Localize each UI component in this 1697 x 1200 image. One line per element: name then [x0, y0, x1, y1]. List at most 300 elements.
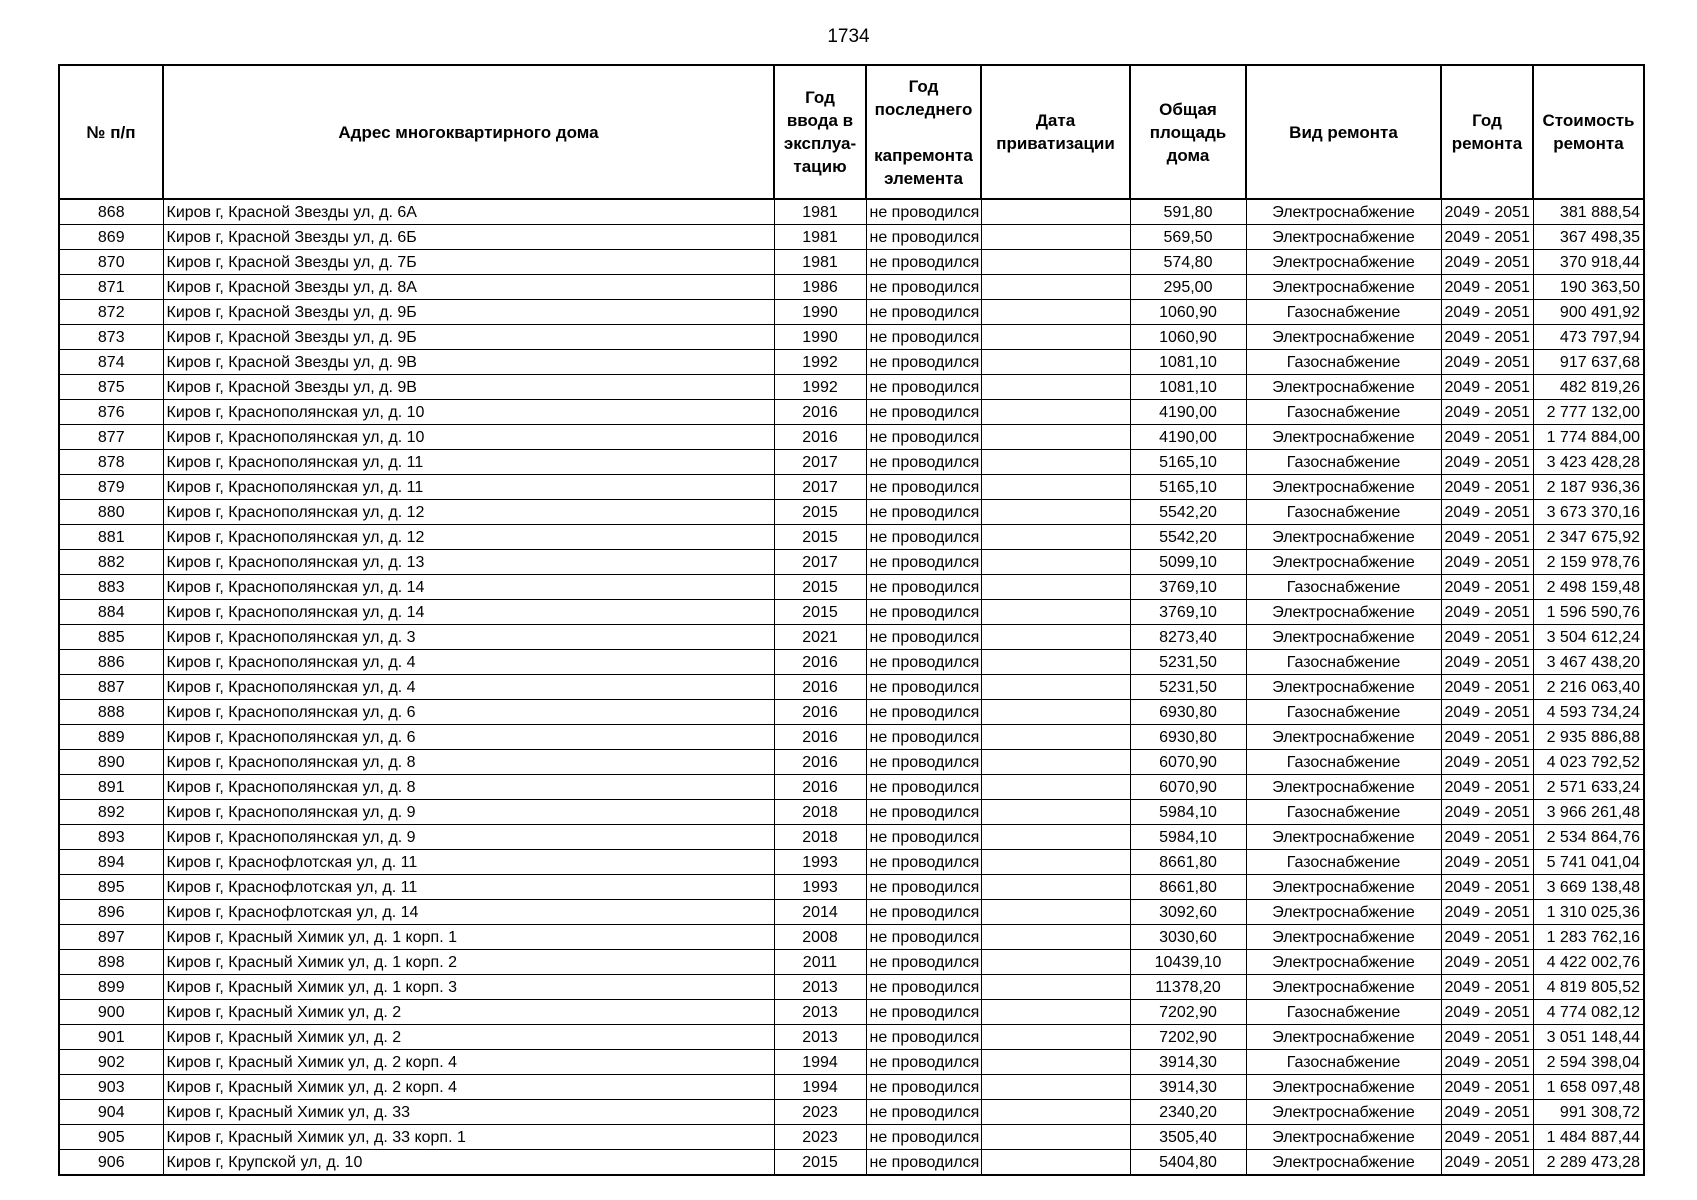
header-last-repair-line1: Год последнего — [874, 76, 973, 119]
cell-cost: 381 888,54 — [1533, 199, 1644, 225]
cell-cost: 1 596 590,76 — [1533, 600, 1644, 625]
cell-last-repair: не проводился — [866, 425, 981, 450]
cell-last-repair: не проводился — [866, 500, 981, 525]
cell-repair-year: 2049 - 2051 — [1441, 1100, 1533, 1125]
cell-area: 6930,80 — [1130, 725, 1246, 750]
cell-last-repair: не проводился — [866, 1000, 981, 1025]
cell-cost: 5 741 041,04 — [1533, 850, 1644, 875]
cell-last-repair: не проводился — [866, 225, 981, 250]
cell-privatization — [981, 975, 1130, 1000]
cell-year-commissioned: 2015 — [774, 500, 866, 525]
cell-repair-type: Электроснабжение — [1246, 825, 1441, 850]
cell-repair-type: Газоснабжение — [1246, 700, 1441, 725]
cell-last-repair: не проводился — [866, 300, 981, 325]
cell-area: 1060,90 — [1130, 325, 1246, 350]
cell-year-commissioned: 2016 — [774, 775, 866, 800]
cell-num: 884 — [59, 600, 163, 625]
cell-address: Киров г, Красной Звезды ул, д. 6Б — [163, 225, 774, 250]
cell-area: 6070,90 — [1130, 750, 1246, 775]
cell-last-repair: не проводился — [866, 350, 981, 375]
cell-repair-year: 2049 - 2051 — [1441, 225, 1533, 250]
cell-cost: 2 594 398,04 — [1533, 1050, 1644, 1075]
table-row — [59, 300, 1644, 325]
cell-repair-year: 2049 - 2051 — [1441, 725, 1533, 750]
cell-num: 898 — [59, 950, 163, 975]
cell-privatization — [981, 575, 1130, 600]
cell-privatization — [981, 400, 1130, 425]
cell-year-commissioned: 2016 — [774, 400, 866, 425]
cell-year-commissioned: 1993 — [774, 850, 866, 875]
cell-repair-type: Газоснабжение — [1246, 1050, 1441, 1075]
header-repair-year: Год ремонта — [1441, 65, 1533, 199]
cell-year-commissioned: 2016 — [774, 725, 866, 750]
cell-last-repair: не проводился — [866, 825, 981, 850]
cell-privatization — [981, 500, 1130, 525]
cell-area: 4190,00 — [1130, 400, 1246, 425]
cell-num: 886 — [59, 650, 163, 675]
cell-last-repair: не проводился — [866, 375, 981, 400]
cell-last-repair: не проводился — [866, 975, 981, 1000]
table-row — [59, 199, 1644, 225]
table-row — [59, 350, 1644, 375]
cell-num: 868 — [59, 199, 163, 225]
cell-cost: 1 310 025,36 — [1533, 900, 1644, 925]
cell-num: 888 — [59, 700, 163, 725]
cell-area: 8661,80 — [1130, 875, 1246, 900]
cell-num: 901 — [59, 1025, 163, 1050]
cell-area: 7202,90 — [1130, 1025, 1246, 1050]
cell-num: 883 — [59, 575, 163, 600]
cell-address: Киров г, Краснополянская ул, д. 14 — [163, 600, 774, 625]
cell-privatization — [981, 900, 1130, 925]
table-row — [59, 500, 1644, 525]
cell-last-repair: не проводился — [866, 775, 981, 800]
cell-cost: 900 491,92 — [1533, 300, 1644, 325]
cell-cost: 4 774 082,12 — [1533, 1000, 1644, 1025]
cell-cost: 2 571 633,24 — [1533, 775, 1644, 800]
repair-register-table — [58, 64, 1645, 1176]
cell-repair-year: 2049 - 2051 — [1441, 900, 1533, 925]
cell-cost: 2 777 132,00 — [1533, 400, 1644, 425]
cell-year-commissioned: 2016 — [774, 750, 866, 775]
cell-cost: 3 669 138,48 — [1533, 875, 1644, 900]
cell-repair-type: Электроснабжение — [1246, 975, 1441, 1000]
cell-year-commissioned: 1981 — [774, 199, 866, 225]
table-row — [59, 825, 1644, 850]
cell-address: Киров г, Красный Химик ул, д. 2 — [163, 1025, 774, 1050]
cell-area: 4190,00 — [1130, 425, 1246, 450]
table-row — [59, 925, 1644, 950]
cell-privatization — [981, 225, 1130, 250]
cell-cost: 3 504 612,24 — [1533, 625, 1644, 650]
cell-address: Киров г, Красный Химик ул, д. 33 — [163, 1100, 774, 1125]
cell-repair-type: Электроснабжение — [1246, 475, 1441, 500]
cell-repair-type: Электроснабжение — [1246, 375, 1441, 400]
cell-area: 8661,80 — [1130, 850, 1246, 875]
cell-year-commissioned: 1992 — [774, 375, 866, 400]
cell-num: 870 — [59, 250, 163, 275]
cell-num: 900 — [59, 1000, 163, 1025]
cell-repair-year: 2049 - 2051 — [1441, 1125, 1533, 1150]
cell-cost: 367 498,35 — [1533, 225, 1644, 250]
cell-last-repair: не проводился — [866, 750, 981, 775]
cell-area: 3769,10 — [1130, 575, 1246, 600]
table-row — [59, 850, 1644, 875]
table-row — [59, 225, 1644, 250]
cell-privatization — [981, 950, 1130, 975]
cell-area: 5165,10 — [1130, 475, 1246, 500]
cell-privatization — [981, 1050, 1130, 1075]
cell-cost: 2 935 886,88 — [1533, 725, 1644, 750]
cell-last-repair: не проводился — [866, 275, 981, 300]
header-repair-type: Вид ремонта — [1246, 65, 1441, 199]
table-row — [59, 1100, 1644, 1125]
cell-cost: 3 467 438,20 — [1533, 650, 1644, 675]
header-row — [59, 65, 1644, 199]
cell-year-commissioned: 1993 — [774, 875, 866, 900]
cell-address: Киров г, Краснополянская ул, д. 10 — [163, 400, 774, 425]
cell-last-repair: не проводился — [866, 325, 981, 350]
cell-repair-type: Газоснабжение — [1246, 750, 1441, 775]
cell-area: 5099,10 — [1130, 550, 1246, 575]
cell-repair-year: 2049 - 2051 — [1441, 1075, 1533, 1100]
cell-repair-type: Электроснабжение — [1246, 775, 1441, 800]
cell-address: Киров г, Красный Химик ул, д. 2 корп. 4 — [163, 1050, 774, 1075]
cell-cost: 2 187 936,36 — [1533, 475, 1644, 500]
cell-repair-type: Газоснабжение — [1246, 850, 1441, 875]
cell-cost: 4 023 792,52 — [1533, 750, 1644, 775]
cell-area: 1060,90 — [1130, 300, 1246, 325]
cell-area: 3092,60 — [1130, 900, 1246, 925]
cell-address: Киров г, Краснополянская ул, д. 14 — [163, 575, 774, 600]
cell-repair-type: Электроснабжение — [1246, 1100, 1441, 1125]
cell-year-commissioned: 1990 — [774, 300, 866, 325]
table-row — [59, 575, 1644, 600]
cell-repair-year: 2049 - 2051 — [1441, 700, 1533, 725]
cell-num: 882 — [59, 550, 163, 575]
table-row — [59, 775, 1644, 800]
cell-area: 3914,30 — [1130, 1050, 1246, 1075]
cell-repair-type: Газоснабжение — [1246, 650, 1441, 675]
cell-cost: 991 308,72 — [1533, 1100, 1644, 1125]
cell-area: 3914,30 — [1130, 1075, 1246, 1100]
cell-last-repair: не проводился — [866, 199, 981, 225]
cell-repair-type: Электроснабжение — [1246, 1125, 1441, 1150]
cell-last-repair: не проводился — [866, 475, 981, 500]
cell-cost: 4 819 805,52 — [1533, 975, 1644, 1000]
table-row — [59, 425, 1644, 450]
cell-address: Киров г, Красной Звезды ул, д. 9В — [163, 350, 774, 375]
cell-address: Киров г, Краснополянская ул, д. 11 — [163, 450, 774, 475]
cell-repair-year: 2049 - 2051 — [1441, 325, 1533, 350]
cell-year-commissioned: 1994 — [774, 1075, 866, 1100]
cell-area: 1081,10 — [1130, 350, 1246, 375]
cell-privatization — [981, 850, 1130, 875]
cell-privatization — [981, 350, 1130, 375]
cell-num: 892 — [59, 800, 163, 825]
cell-repair-year: 2049 - 2051 — [1441, 350, 1533, 375]
cell-address: Киров г, Краснополянская ул, д. 6 — [163, 700, 774, 725]
table-row — [59, 700, 1644, 725]
cell-repair-year: 2049 - 2051 — [1441, 1000, 1533, 1025]
cell-year-commissioned: 1981 — [774, 225, 866, 250]
cell-address: Киров г, Краснофлотская ул, д. 14 — [163, 900, 774, 925]
cell-repair-year: 2049 - 2051 — [1441, 550, 1533, 575]
table-row — [59, 1075, 1644, 1100]
cell-area: 5231,50 — [1130, 650, 1246, 675]
cell-privatization — [981, 875, 1130, 900]
cell-year-commissioned: 2016 — [774, 700, 866, 725]
cell-num: 872 — [59, 300, 163, 325]
cell-num: 896 — [59, 900, 163, 925]
cell-year-commissioned: 2017 — [774, 475, 866, 500]
cell-cost: 1 658 097,48 — [1533, 1075, 1644, 1100]
cell-num: 890 — [59, 750, 163, 775]
cell-repair-type: Электроснабжение — [1246, 275, 1441, 300]
cell-num: 885 — [59, 625, 163, 650]
cell-area: 591,80 — [1130, 199, 1246, 225]
cell-num: 902 — [59, 1050, 163, 1075]
cell-repair-type: Электроснабжение — [1246, 250, 1441, 275]
cell-privatization — [981, 300, 1130, 325]
cell-address: Киров г, Краснополянская ул, д. 4 — [163, 650, 774, 675]
cell-repair-type: Электроснабжение — [1246, 1075, 1441, 1100]
cell-privatization — [981, 775, 1130, 800]
cell-year-commissioned: 2016 — [774, 675, 866, 700]
cell-cost: 3 966 261,48 — [1533, 800, 1644, 825]
cell-cost: 1 283 762,16 — [1533, 925, 1644, 950]
table-row — [59, 725, 1644, 750]
cell-privatization — [981, 600, 1130, 625]
cell-address: Киров г, Красный Химик ул, д. 2 — [163, 1000, 774, 1025]
cell-year-commissioned: 1990 — [774, 325, 866, 350]
cell-repair-year: 2049 - 2051 — [1441, 475, 1533, 500]
table-row — [59, 750, 1644, 775]
cell-repair-year: 2049 - 2051 — [1441, 825, 1533, 850]
cell-repair-year: 2049 - 2051 — [1441, 450, 1533, 475]
cell-privatization — [981, 425, 1130, 450]
cell-cost: 2 498 159,48 — [1533, 575, 1644, 600]
cell-area: 5542,20 — [1130, 500, 1246, 525]
cell-repair-year: 2049 - 2051 — [1441, 300, 1533, 325]
cell-repair-type: Электроснабжение — [1246, 425, 1441, 450]
cell-repair-type: Электроснабжение — [1246, 625, 1441, 650]
cell-last-repair: не проводился — [866, 525, 981, 550]
cell-privatization — [981, 925, 1130, 950]
cell-last-repair: не проводился — [866, 900, 981, 925]
cell-repair-type: Электроснабжение — [1246, 199, 1441, 225]
cell-privatization — [981, 625, 1130, 650]
cell-area: 5984,10 — [1130, 825, 1246, 850]
cell-privatization — [981, 1100, 1130, 1125]
cell-year-commissioned: 2011 — [774, 950, 866, 975]
cell-num: 897 — [59, 925, 163, 950]
cell-repair-type: Электроснабжение — [1246, 550, 1441, 575]
cell-num: 879 — [59, 475, 163, 500]
cell-privatization — [981, 199, 1130, 225]
header-area: Общая площадь дома — [1130, 65, 1246, 199]
table-row — [59, 650, 1644, 675]
cell-year-commissioned: 2013 — [774, 975, 866, 1000]
cell-num: 891 — [59, 775, 163, 800]
cell-repair-year: 2049 - 2051 — [1441, 600, 1533, 625]
cell-privatization — [981, 650, 1130, 675]
cell-last-repair: не проводился — [866, 800, 981, 825]
cell-address: Киров г, Краснополянская ул, д. 12 — [163, 525, 774, 550]
table-row — [59, 625, 1644, 650]
table-body — [59, 199, 1644, 1175]
cell-year-commissioned: 1986 — [774, 275, 866, 300]
table-row — [59, 900, 1644, 925]
cell-num: 887 — [59, 675, 163, 700]
cell-address: Киров г, Краснополянская ул, д. 8 — [163, 750, 774, 775]
cell-address: Киров г, Краснополянская ул, д. 12 — [163, 500, 774, 525]
cell-cost: 2 159 978,76 — [1533, 550, 1644, 575]
header-year-commissioned: Год ввода в эксплуа-тацию — [774, 65, 866, 199]
cell-address: Киров г, Краснополянская ул, д. 13 — [163, 550, 774, 575]
cell-num: 906 — [59, 1150, 163, 1176]
cell-year-commissioned: 2016 — [774, 425, 866, 450]
cell-privatization — [981, 1125, 1130, 1150]
header-last-repair — [866, 65, 981, 199]
header-privatization: Дата приватизации — [981, 65, 1130, 199]
cell-repair-type: Газоснабжение — [1246, 500, 1441, 525]
cell-num: 903 — [59, 1075, 163, 1100]
cell-area: 3505,40 — [1130, 1125, 1246, 1150]
cell-area: 8273,40 — [1130, 625, 1246, 650]
cell-repair-type: Газоснабжение — [1246, 1000, 1441, 1025]
cell-year-commissioned: 2015 — [774, 1150, 866, 1176]
cell-cost: 2 216 063,40 — [1533, 675, 1644, 700]
cell-last-repair: не проводился — [866, 725, 981, 750]
cell-area: 5231,50 — [1130, 675, 1246, 700]
cell-privatization — [981, 700, 1130, 725]
cell-repair-type: Газоснабжение — [1246, 575, 1441, 600]
cell-cost: 3 423 428,28 — [1533, 450, 1644, 475]
cell-year-commissioned: 2013 — [774, 1025, 866, 1050]
table-row — [59, 525, 1644, 550]
cell-repair-type: Газоснабжение — [1246, 350, 1441, 375]
cell-last-repair: не проводился — [866, 1025, 981, 1050]
cell-area: 5542,20 — [1130, 525, 1246, 550]
table-row — [59, 450, 1644, 475]
cell-num: 877 — [59, 425, 163, 450]
cell-repair-type: Электроснабжение — [1246, 1150, 1441, 1176]
cell-repair-type: Электроснабжение — [1246, 325, 1441, 350]
cell-repair-type: Газоснабжение — [1246, 300, 1441, 325]
table-row — [59, 1150, 1644, 1176]
cell-num: 874 — [59, 350, 163, 375]
cell-repair-year: 2049 - 2051 — [1441, 775, 1533, 800]
cell-year-commissioned: 1994 — [774, 1050, 866, 1075]
cell-year-commissioned: 2018 — [774, 825, 866, 850]
cell-repair-type: Электроснабжение — [1246, 600, 1441, 625]
table-row — [59, 1000, 1644, 1025]
cell-repair-type: Электроснабжение — [1246, 525, 1441, 550]
cell-repair-type: Газоснабжение — [1246, 450, 1441, 475]
cell-repair-year: 2049 - 2051 — [1441, 500, 1533, 525]
cell-cost: 473 797,94 — [1533, 325, 1644, 350]
cell-year-commissioned: 1992 — [774, 350, 866, 375]
cell-year-commissioned: 2017 — [774, 450, 866, 475]
cell-repair-year: 2049 - 2051 — [1441, 250, 1533, 275]
cell-cost: 3 673 370,16 — [1533, 500, 1644, 525]
cell-repair-type: Электроснабжение — [1246, 900, 1441, 925]
cell-privatization — [981, 375, 1130, 400]
cell-last-repair: не проводился — [866, 650, 981, 675]
cell-repair-year: 2049 - 2051 — [1441, 199, 1533, 225]
cell-last-repair: не проводился — [866, 875, 981, 900]
cell-address: Киров г, Краснополянская ул, д. 10 — [163, 425, 774, 450]
cell-year-commissioned: 2023 — [774, 1100, 866, 1125]
cell-address: Киров г, Краснофлотская ул, д. 11 — [163, 850, 774, 875]
table-row — [59, 325, 1644, 350]
cell-area: 3030,60 — [1130, 925, 1246, 950]
cell-last-repair: не проводился — [866, 1075, 981, 1100]
cell-repair-year: 2049 - 2051 — [1441, 925, 1533, 950]
table-row — [59, 550, 1644, 575]
cell-last-repair: не проводился — [866, 950, 981, 975]
cell-repair-year: 2049 - 2051 — [1441, 400, 1533, 425]
cell-repair-year: 2049 - 2051 — [1441, 750, 1533, 775]
cell-address: Киров г, Крупской ул, д. 10 — [163, 1150, 774, 1176]
cell-repair-type: Электроснабжение — [1246, 925, 1441, 950]
cell-last-repair: не проводился — [866, 1125, 981, 1150]
cell-repair-year: 2049 - 2051 — [1441, 675, 1533, 700]
cell-address: Киров г, Краснополянская ул, д. 11 — [163, 475, 774, 500]
cell-repair-type: Электроснабжение — [1246, 950, 1441, 975]
cell-cost: 1 774 884,00 — [1533, 425, 1644, 450]
cell-repair-type: Электроснабжение — [1246, 875, 1441, 900]
cell-last-repair: не проводился — [866, 850, 981, 875]
cell-last-repair: не проводился — [866, 1150, 981, 1176]
cell-area: 5984,10 — [1130, 800, 1246, 825]
cell-area: 6930,80 — [1130, 700, 1246, 725]
cell-repair-year: 2049 - 2051 — [1441, 950, 1533, 975]
cell-num: 875 — [59, 375, 163, 400]
cell-year-commissioned: 2018 — [774, 800, 866, 825]
cell-privatization — [981, 1000, 1130, 1025]
table-row — [59, 250, 1644, 275]
cell-year-commissioned: 2008 — [774, 925, 866, 950]
cell-num: 878 — [59, 450, 163, 475]
cell-area: 574,80 — [1130, 250, 1246, 275]
cell-cost: 2 534 864,76 — [1533, 825, 1644, 850]
cell-year-commissioned: 2014 — [774, 900, 866, 925]
table-row — [59, 1025, 1644, 1050]
cell-last-repair: не проводился — [866, 575, 981, 600]
cell-num: 871 — [59, 275, 163, 300]
cell-cost: 2 289 473,28 — [1533, 1150, 1644, 1176]
cell-last-repair: не проводился — [866, 625, 981, 650]
cell-num: 893 — [59, 825, 163, 850]
cell-address: Киров г, Красный Химик ул, д. 2 корп. 4 — [163, 1075, 774, 1100]
table-row — [59, 875, 1644, 900]
cell-address: Киров г, Краснополянская ул, д. 4 — [163, 675, 774, 700]
cell-address: Киров г, Красной Звезды ул, д. 6А — [163, 199, 774, 225]
cell-last-repair: не проводился — [866, 1050, 981, 1075]
cell-area: 5404,80 — [1130, 1150, 1246, 1176]
cell-num: 881 — [59, 525, 163, 550]
cell-address: Киров г, Красный Химик ул, д. 1 корп. 3 — [163, 975, 774, 1000]
cell-address: Киров г, Красной Звезды ул, д. 9В — [163, 375, 774, 400]
cell-num: 904 — [59, 1100, 163, 1125]
cell-area: 6070,90 — [1130, 775, 1246, 800]
cell-year-commissioned: 1981 — [774, 250, 866, 275]
cell-repair-year: 2049 - 2051 — [1441, 850, 1533, 875]
cell-area: 3769,10 — [1130, 600, 1246, 625]
cell-repair-type: Электроснабжение — [1246, 675, 1441, 700]
